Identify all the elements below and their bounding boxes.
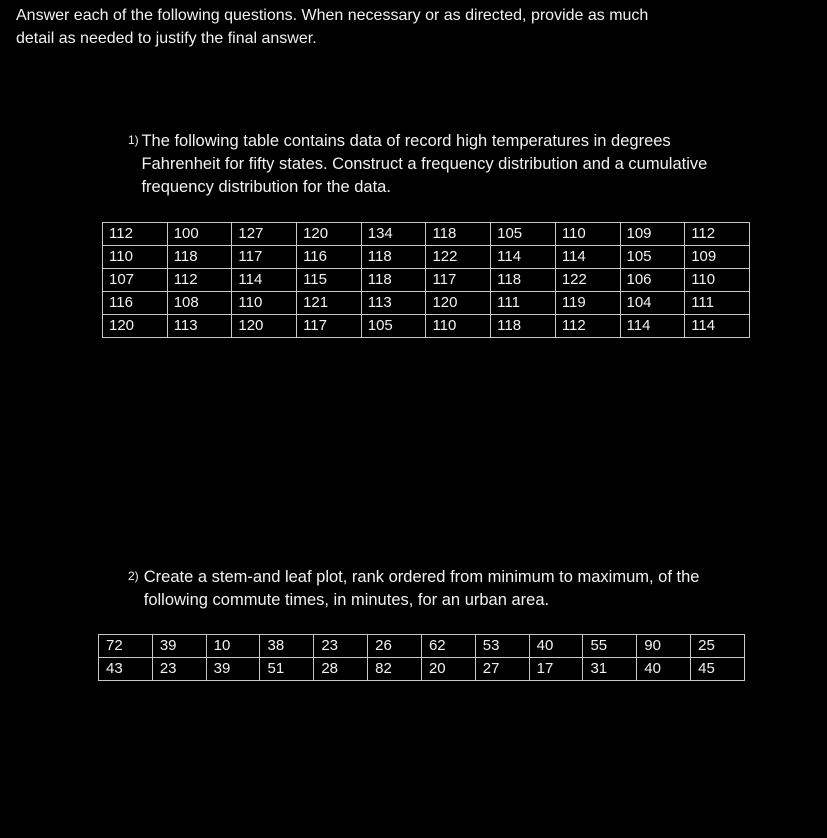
table-row (103, 292, 750, 315)
table-cell: 115 (297, 269, 362, 292)
table-cell: 53 (475, 635, 529, 658)
table-cell: 39 (152, 635, 206, 658)
table-cell: 111 (685, 292, 750, 315)
table-cell: 106 (620, 269, 685, 292)
table-row (103, 223, 750, 246)
table-cell: 127 (232, 223, 297, 246)
table-cell: 104 (620, 292, 685, 315)
table-cell: 23 (314, 635, 368, 658)
table-cell: 114 (555, 246, 620, 269)
table-cell: 120 (103, 315, 168, 338)
table-cell: 90 (637, 635, 691, 658)
instructions: Answer each of the following questions. When necessary or as directed, provide as much detail as needed to justify the final answer. (16, 7, 649, 47)
table-row (103, 269, 750, 292)
table-cell: 105 (620, 246, 685, 269)
table-cell: 110 (555, 223, 620, 246)
question-1-number: 1) (128, 133, 139, 147)
table-cell: 112 (103, 223, 168, 246)
table-cell: 40 (637, 658, 691, 681)
table-cell: 114 (620, 315, 685, 338)
table-cell: 111 (491, 292, 556, 315)
table-cell: 110 (685, 269, 750, 292)
table-cell: 20 (421, 658, 475, 681)
table-row (103, 315, 750, 338)
table-cell: 116 (103, 292, 168, 315)
temperature-table (102, 222, 750, 338)
table-cell: 27 (475, 658, 529, 681)
table-cell: 122 (555, 269, 620, 292)
table-cell: 120 (232, 315, 297, 338)
question-2-text: Create a stem-and leaf plot, rank ordered from minimum to maximum, of the following commute times, in minutes, for an urban area. (143, 568, 700, 609)
table-row (99, 635, 745, 658)
table-row (99, 658, 745, 681)
table-cell: 109 (685, 246, 750, 269)
table-cell: 120 (426, 292, 491, 315)
table-cell: 105 (491, 223, 556, 246)
table-cell: 114 (491, 246, 556, 269)
table-cell: 118 (361, 269, 426, 292)
question-1 (128, 130, 728, 199)
table-cell: 121 (297, 292, 362, 315)
table-cell: 134 (361, 223, 426, 246)
table-cell: 108 (167, 292, 232, 315)
table-cell: 116 (297, 246, 362, 269)
table-cell: 55 (583, 635, 637, 658)
table-cell: 26 (368, 635, 422, 658)
table-cell: 119 (555, 292, 620, 315)
commute-table (98, 634, 745, 681)
table-cell: 72 (99, 635, 153, 658)
table-cell: 82 (368, 658, 422, 681)
table-cell: 112 (167, 269, 232, 292)
table-cell: 31 (583, 658, 637, 681)
table-cell: 62 (421, 635, 475, 658)
table-cell: 39 (206, 658, 260, 681)
table-cell: 40 (529, 635, 583, 658)
table-cell: 112 (685, 223, 750, 246)
table-cell: 114 (232, 269, 297, 292)
table-cell: 23 (152, 658, 206, 681)
table-cell: 120 (297, 223, 362, 246)
question-2 (128, 566, 728, 612)
table-cell: 113 (361, 292, 426, 315)
table-cell: 38 (260, 635, 314, 658)
table-cell: 17 (529, 658, 583, 681)
table-cell: 117 (297, 315, 362, 338)
table-cell: 51 (260, 658, 314, 681)
table-cell: 118 (426, 223, 491, 246)
table-cell: 118 (491, 269, 556, 292)
table-cell: 112 (555, 315, 620, 338)
table-cell: 110 (103, 246, 168, 269)
table-cell: 25 (691, 635, 745, 658)
table-cell: 107 (103, 269, 168, 292)
table-cell: 118 (167, 246, 232, 269)
table-row (103, 246, 750, 269)
table-cell: 28 (314, 658, 368, 681)
table-cell: 110 (426, 315, 491, 338)
table-cell: 45 (691, 658, 745, 681)
table-cell: 43 (99, 658, 153, 681)
table-cell: 118 (361, 246, 426, 269)
table-cell: 118 (491, 315, 556, 338)
table-cell: 114 (685, 315, 750, 338)
table-cell: 100 (167, 223, 232, 246)
table-cell: 113 (167, 315, 232, 338)
table-cell: 122 (426, 246, 491, 269)
table-cell: 117 (232, 246, 297, 269)
table-cell: 105 (361, 315, 426, 338)
table-cell: 109 (620, 223, 685, 246)
table-cell: 117 (426, 269, 491, 292)
question-1-text: The following table contains data of record high temperatures in degrees Fahrenheit for fifty states. Construct a frequency distribution and a cumulative frequency distribution for the data. (141, 132, 708, 196)
table-cell: 110 (232, 292, 297, 315)
question-2-number: 2) (128, 569, 139, 583)
table-cell: 10 (206, 635, 260, 658)
